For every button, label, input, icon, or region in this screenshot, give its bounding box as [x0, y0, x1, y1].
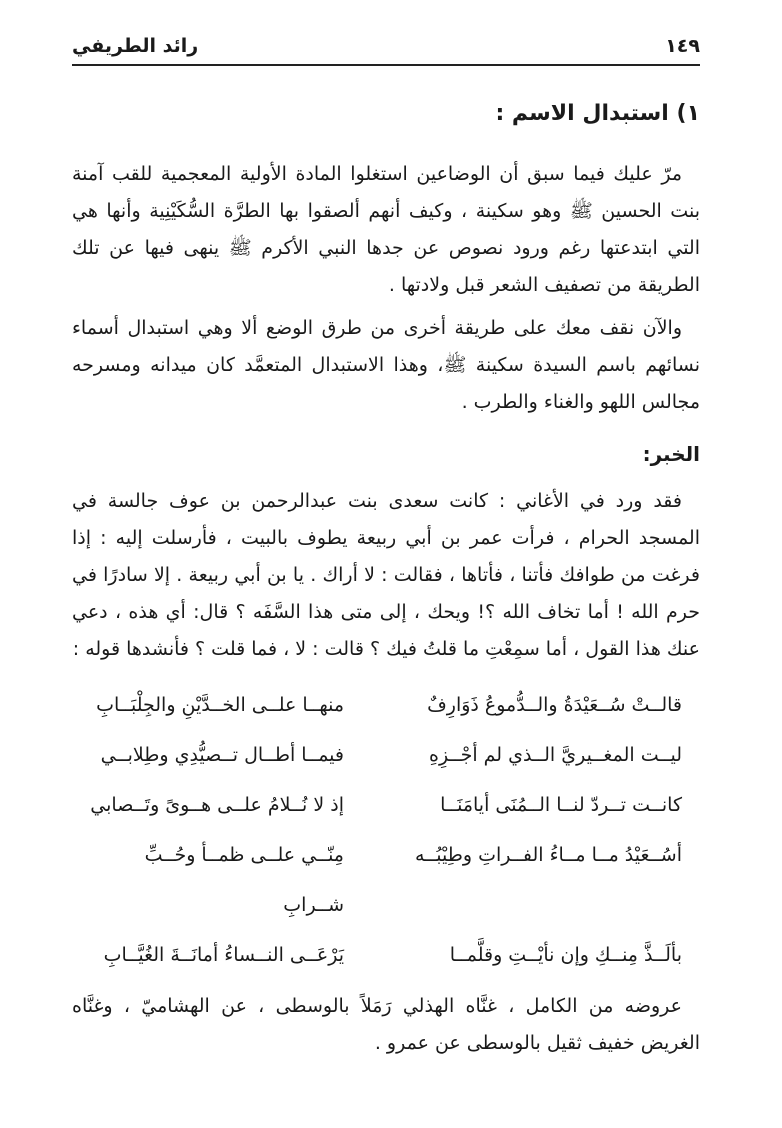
verse-first-hemistich: قالــتْ سُــعَيْدَةُ والــدُّموعُ ذَوَارِفٌ: [427, 694, 682, 716]
poem-verse: [72, 780, 700, 830]
page-body: [72, 84, 700, 1062]
running-title: رائد الطريفي: [72, 35, 199, 57]
verse-second-hemistich: مِنّــي علــى ظمــأ وحُــبِّ شــرابِ: [144, 844, 344, 916]
poem: [72, 680, 700, 980]
verse-first-hemistich: ليــت المغــيريَّ الــذي لم أجْــزِهِ: [429, 744, 682, 766]
verse-second-hemistich: يَرْعَــى النــساءُ أمانَــةَ الغُيَّــابِ: [103, 944, 344, 966]
verse-second-hemistich: فيمــا أطــال تــصيُّدِي وطِلابــي: [100, 744, 344, 766]
poem-verse: [72, 680, 700, 730]
verse-second-hemistich: إذ لا نُــلامُ علــى هــوىً وتَــصابي: [90, 794, 344, 816]
page-number: ١٤٩: [665, 35, 700, 57]
substitution-paragraph: والآن نقف معك على طريقة أخرى من طرق الوضع ألا وهي استبدال أسماء نسائهم باسم السيدة سكينة ﷺ، وهذا الاستبدال المتعمَّد كان ميدانه ومسرحه مجالس اللهو والغناء والطرب .: [72, 317, 700, 413]
section-heading: ١) استبدال الاسم :: [495, 101, 700, 126]
poem-verse: [72, 730, 700, 780]
verse-first-hemistich: كانــت تــردّ لنــا الــمُنَى أيامَنَــا: [440, 794, 682, 816]
verse-first-hemistich: بألَــذَّ مِنــكِ وإن نأيْــتِ وقلَّمــا: [449, 944, 682, 966]
verse-first-hemistich: أسُــعَيْدُ مــا مــاءُ الفــراتِ وطِيْبُــه: [414, 844, 682, 866]
khabar-heading: الخبر:: [642, 442, 700, 466]
poem-verse: [72, 830, 700, 930]
verse-second-hemistich: منهــا علــى الخــدَّيْنِ والجِلْبَــابِ: [96, 694, 344, 716]
khabar-paragraph: فقد ورد في الأغاني : كانت سعدى بنت عبدالرحمن بن عوف جالسة في المسجد الحرام ، فرأت عمر بن أبي ربيعة يطوف بالبيت ، فأرسلت إليه : إذا فرغت من طوافك فأتنا ، فأتاها ، فقالت : لا أراك . يا بن أبي ربيعة . إلا سادرًا في حرم الله ! أما تخاف الله ؟! ويحك ، إلى متى هذا السَّفَه ؟ قال: أي هذه ، دعي عنك هذا القول ، أما سمِعْتِ ما قلتُ فيك ؟ قالت : لا ، فما قلت ؟ فأنشدها قوله :: [72, 490, 700, 660]
page-header: [72, 28, 700, 66]
closing-paragraph: عروضه من الكامل ، غنَّاه الهذلي رَمَلاً بالوسطى ، عن الهشاميّ ، وغنَّاه الغريض خفيف ثقيل بالوسطى عن عمرو .: [72, 995, 700, 1054]
intro-paragraph: مرّ عليك فيما سبق أن الوضاعين استغلوا المادة الأولية المعجمية للقب آمنة بنت الحسين ﷺ وهو سكينة ، وكيف أنهم ألصقوا بها الطرَّة السُّكَيْنِية وأنها هي التي ابتدعتها رغم ورود نصوص عن جدها النبي الأكرم ﷺ ينهى فيها عن تلك الطريقة من تصفيف الشعر قبل ولادتها .: [72, 163, 700, 296]
poem-verse: [72, 930, 700, 980]
